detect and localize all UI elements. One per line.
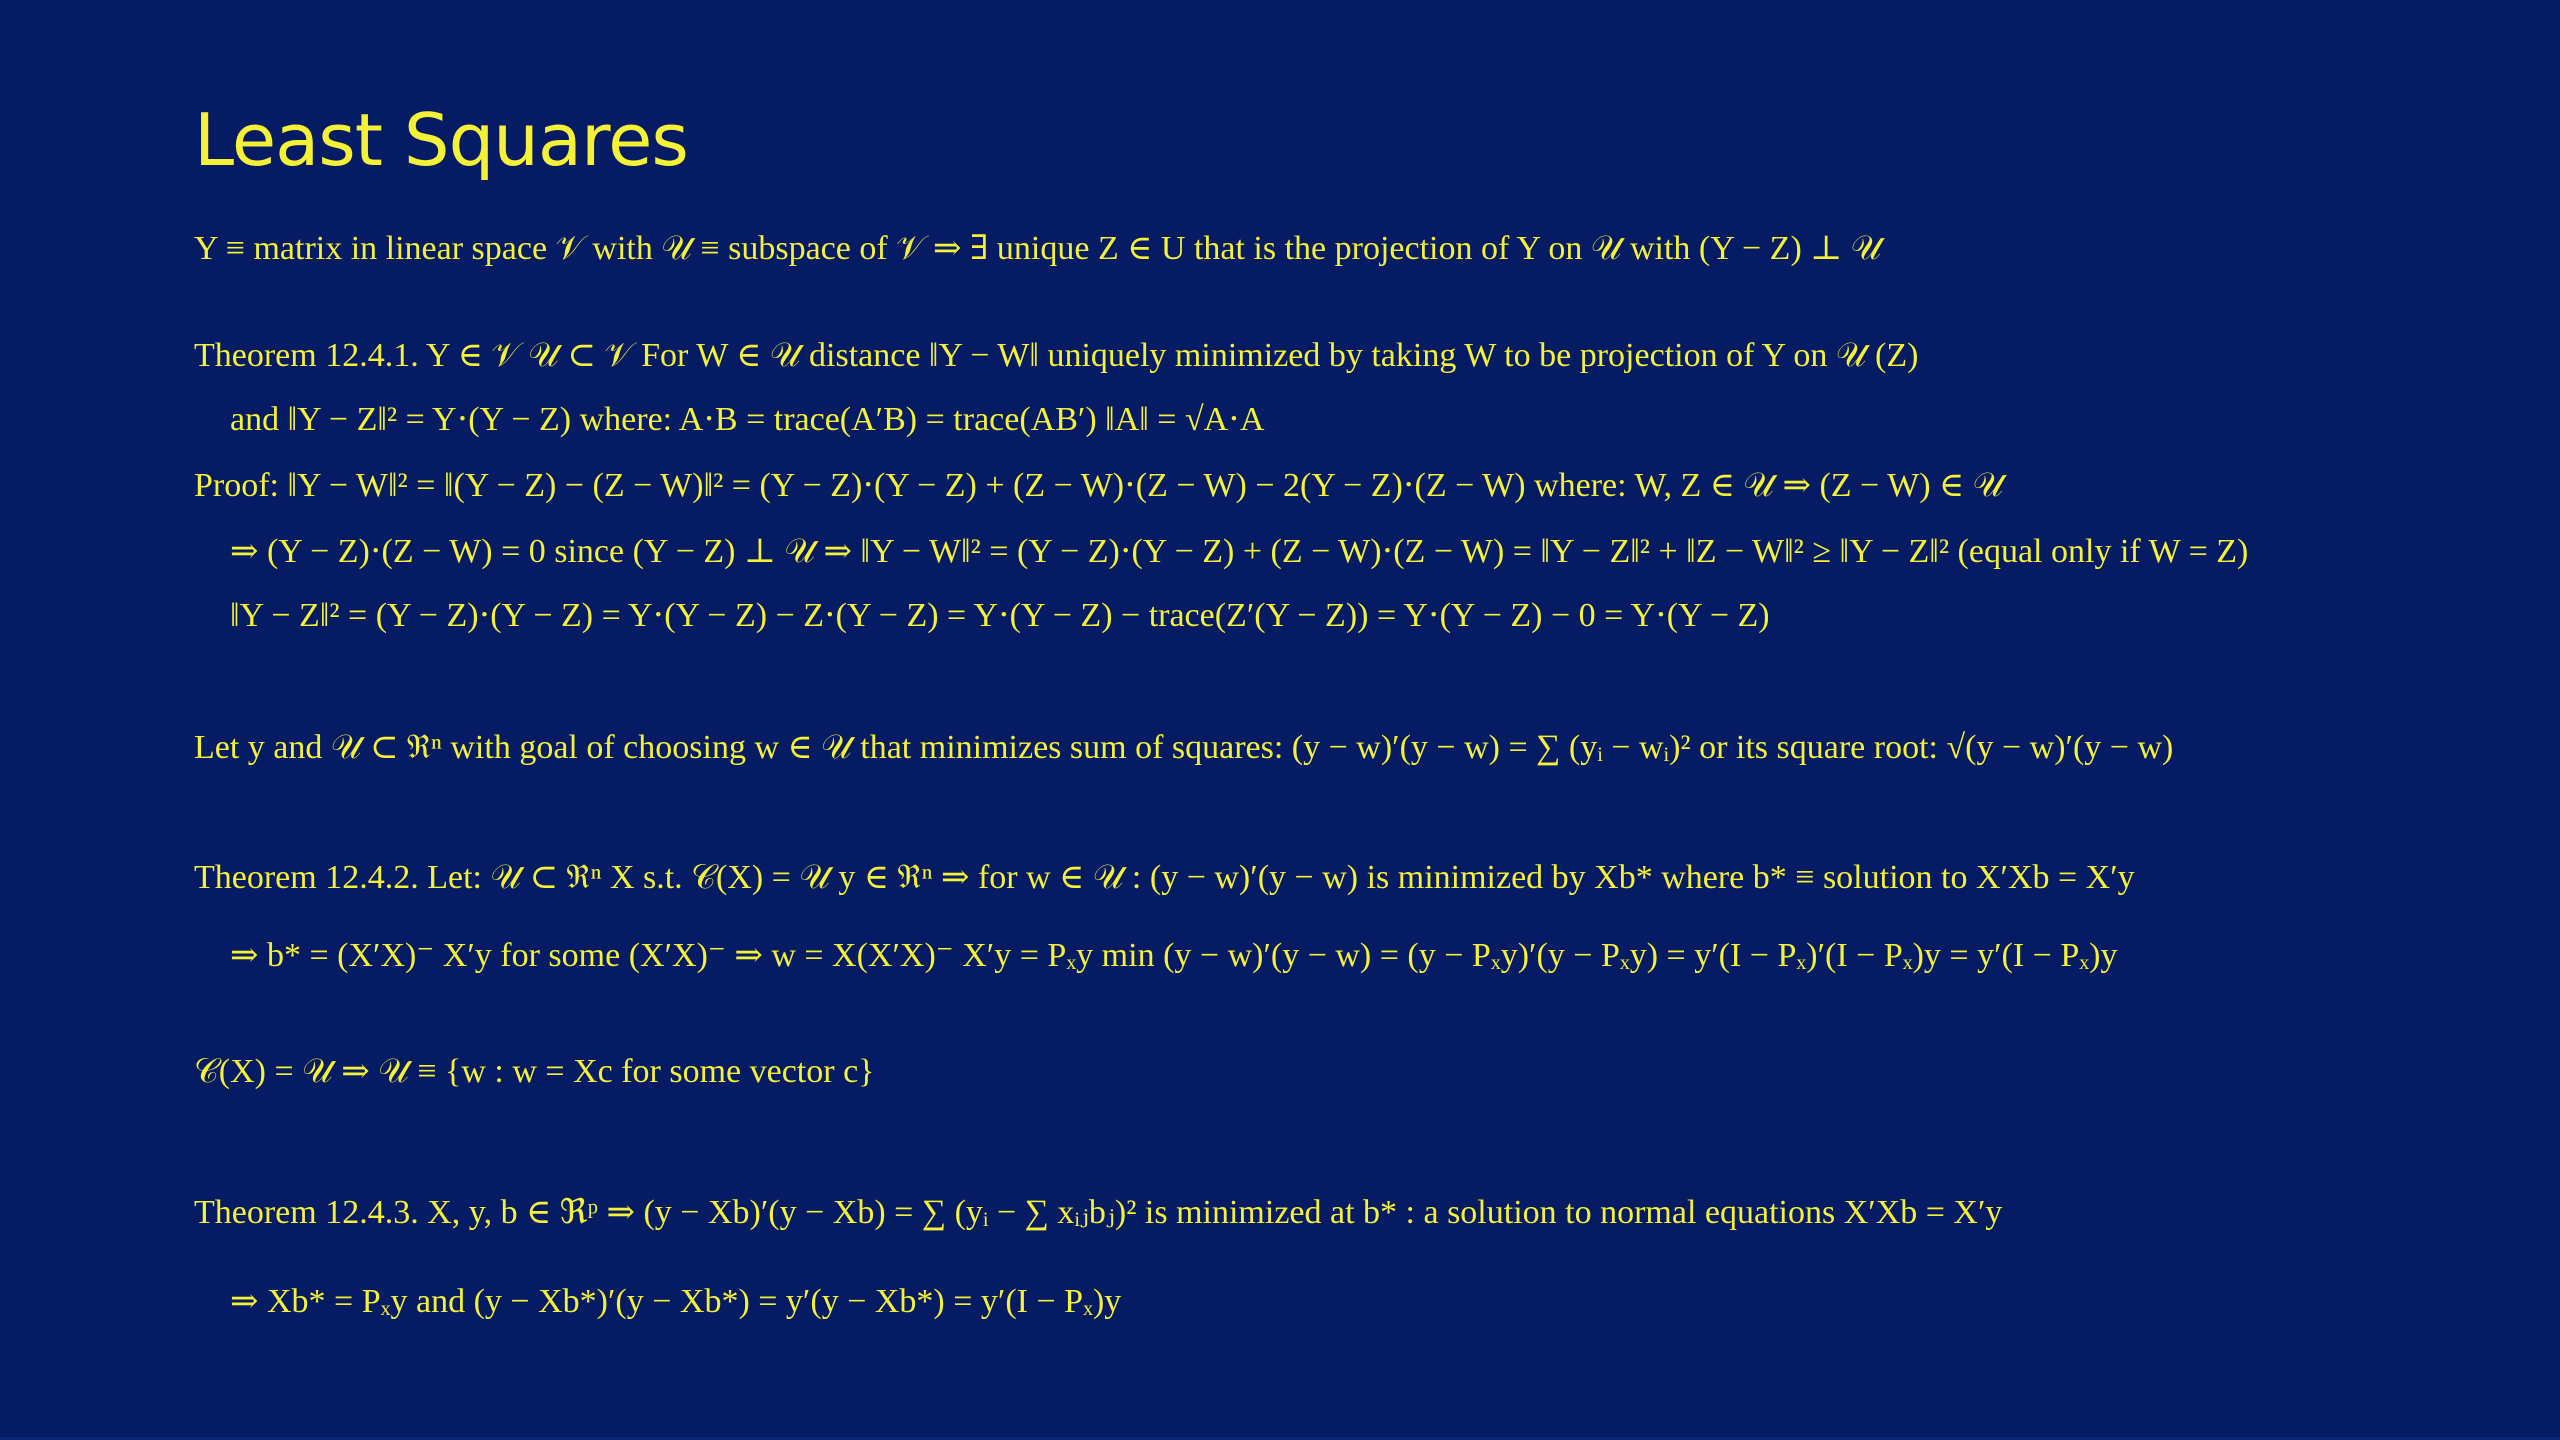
theorem-12-4-2-continued: ⇒ b* = (X′X)⁻ X′y for some (X′X)⁻ ⇒ w = X(X′X)⁻ X′y = Pₓy min (y − w)′(y − w) = (y − Pₓy)′(y − Pₓy) = y′(I − Pₓ)′(I − Pₓ)y = y′(I − Pₓ)y <box>230 937 2118 974</box>
slide-title: Least Squares <box>194 98 688 182</box>
proof-line-1: Proof: ‖Y − W‖² = ‖(Y − Z) − (Z − W)‖² = (Y − Z)⋅(Y − Z) + (Z − W)⋅(Z − W) − 2(Y − Z)⋅(Z − W) where: W, Z ∈ 𝒰 ⇒ (Z − W) ∈ 𝒰 <box>194 467 2004 504</box>
proof-line-3: ‖Y − Z‖² = (Y − Z)⋅(Y − Z) = Y⋅(Y − Z) − Z⋅(Y − Z) = Y⋅(Y − Z) − trace(Z′(Y − Z)) = Y⋅(Y − Z) − 0 = Y⋅(Y − Z) <box>230 597 1770 634</box>
proof-line-2: ⇒ (Y − Z)⋅(Z − W) = 0 since (Y − Z) ⊥ 𝒰 ⇒ ‖Y − W‖² = (Y − Z)⋅(Y − Z) + (Z − W)⋅(Z − W) = ‖Y − Z‖² + ‖Z − W‖² ≥ ‖Y − Z‖² (equal only if W = Z) <box>230 533 2249 570</box>
theorem-12-4-1: Theorem 12.4.1. Y ∈ 𝒱 𝒰 ⊂ 𝒱 For W ∈ 𝒰 distance ‖Y − W‖ uniquely minimized by taking W to be projection of Y on 𝒰 (Z) <box>194 337 1919 374</box>
projection-statement: Y ≡ matrix in linear space 𝒱 with 𝒰 ≡ subspace of 𝒱 ⇒ ∃ unique Z ∈ U that is the projection of Y on 𝒰 with (Y − Z) ⊥ 𝒰 <box>194 230 1882 267</box>
theorem-12-4-3-continued: ⇒ Xb* = Pₓy and (y − Xb*)′(y − Xb*) = y′(y − Xb*) = y′(I − Pₓ)y <box>230 1283 1122 1320</box>
theorem-12-4-2: Theorem 12.4.2. Let: 𝒰 ⊂ ℜⁿ X s.t. 𝒞(X) = 𝒰 y ∈ ℜⁿ ⇒ for w ∈ 𝒰 : (y − w)′(y − w) is minimized by Xb* where b* ≡ solution to X′Xb = X′y <box>194 859 2135 896</box>
theorem-12-4-1-continued: and ‖Y − Z‖² = Y⋅(Y − Z) where: A⋅B = trace(A′B) = trace(AB′) ‖A‖ = √A⋅A <box>230 401 1265 438</box>
theorem-12-4-3: Theorem 12.4.3. X, y, b ∈ ℜᵖ ⇒ (y − Xb)′(y − Xb) = ∑ (yᵢ − ∑ xᵢⱼbⱼ)² is minimized at b* : a solution to normal equations X′Xb = X′y <box>194 1194 2003 1231</box>
least-squares-goal: Let y and 𝒰 ⊂ ℜⁿ with goal of choosing w ∈ 𝒰 that minimizes sum of squares: (y − w)′(y − w) = ∑ (yᵢ − wᵢ)² or its square root: √(y − w)′(y − w) <box>194 729 2174 766</box>
column-space-statement: 𝒞(X) = 𝒰 ⇒ 𝒰 ≡ {w : w = Xc for some vector c} <box>194 1053 875 1090</box>
